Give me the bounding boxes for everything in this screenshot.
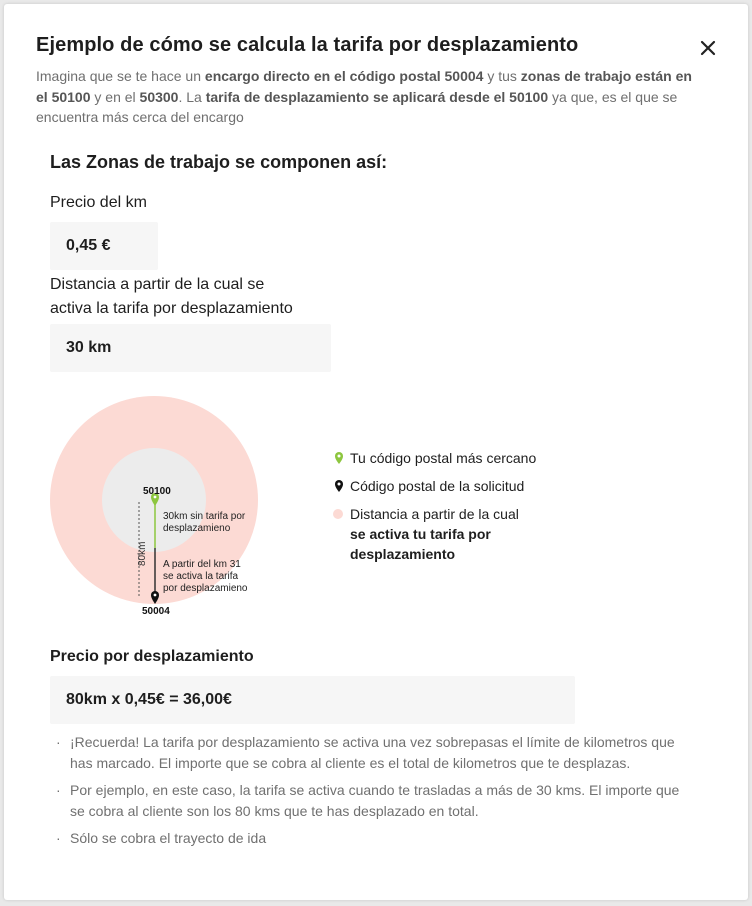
zones-diagram — [50, 396, 280, 618]
price-per-km-value: 0,45 € — [50, 222, 158, 270]
note-item: · Sólo se cobra el trayecto de ida — [56, 828, 686, 849]
legend-zone-text: Distancia a partir de la cual — [350, 506, 519, 522]
notes-list — [56, 732, 686, 856]
intro-segment: y tus — [483, 68, 521, 84]
activation-distance-label — [50, 273, 293, 321]
legend-zone-bold-text: se activa tu tarifa por desplazamiento — [350, 526, 491, 562]
paid-note-line3: por desplazamieno — [163, 583, 248, 594]
intro-segment: Imagina que se te hace un — [36, 68, 205, 84]
legend-request-cp — [334, 476, 574, 496]
modal-title: Ejemplo de cómo se calcula la tarifa por desplazamiento — [36, 34, 579, 56]
activation-distance-label-line1: Distancia a partir de la cual se — [50, 276, 265, 293]
trip-price-formula: 80km x 0,45€ = 36,00€ — [50, 676, 575, 724]
legend-nearest-cp — [334, 448, 574, 468]
price-per-km-label: Precio del km — [50, 194, 147, 211]
intro-segment: y en el — [90, 88, 140, 105]
black-pin-icon — [334, 479, 344, 493]
intro-segment: . La — [178, 88, 206, 105]
intro-text — [36, 66, 706, 128]
close-button[interactable] — [696, 36, 720, 60]
close-icon — [696, 36, 720, 60]
free-note-line1: 30km sin tarifa por — [163, 511, 246, 522]
paid-note-line1: A partir del km 31 — [163, 559, 241, 570]
nearest-cp-label: 50100 — [143, 486, 171, 497]
legend-nearest-cp-text: Tu código postal más cercano — [350, 450, 537, 466]
green-pin-icon — [334, 451, 344, 465]
paid-note-line2: se activa la tarifa — [163, 571, 239, 582]
note-item: · Por ejemplo, en este caso, la tarifa se activa cuando te trasladas a más de 30 kms. El importe que se cobra al cliente son los 80 kms que te has desplazado en total. — [56, 780, 686, 821]
activation-distance-value: 30 km — [50, 324, 331, 372]
distance-axis-label: 80km — [137, 541, 148, 566]
pink-zone-dot-icon — [333, 509, 343, 519]
intro-bold-segment: zonas de trabajo están en el 50100 — [36, 68, 692, 105]
zones-heading: Las Zonas de trabajo se componen así: — [50, 152, 388, 172]
legend-activation-zone — [334, 504, 520, 564]
tariff-example-modal — [4, 4, 748, 900]
free-note-line2: desplazamieno — [163, 523, 231, 534]
activation-distance-label-line2: activa la tarifa por desplazamiento — [50, 300, 293, 317]
request-cp-label: 50004 — [142, 606, 170, 617]
intro-bold-segment: encargo directo en el código postal 50004 — [204, 68, 484, 84]
intro-bold-segment: tarifa de desplazamiento se aplicará desde el 50100 — [205, 88, 549, 105]
legend-request-cp-text: Código postal de la solicitud — [350, 478, 525, 494]
intro-segment: ya que, es el que se encuentra más cerca del encargo — [36, 88, 678, 125]
note-item: · ¡Recuerda! La tarifa por desplazamiento se activa una vez sobrepasas el límite de kilometros que has marcado. El importe que se cobra al cliente es el total de kilometros que te desplazas. — [56, 732, 686, 773]
intro-bold-segment: 50300 — [139, 88, 179, 105]
diagram-legend — [334, 448, 574, 572]
trip-price-heading: Precio por desplazamiento — [50, 648, 254, 665]
